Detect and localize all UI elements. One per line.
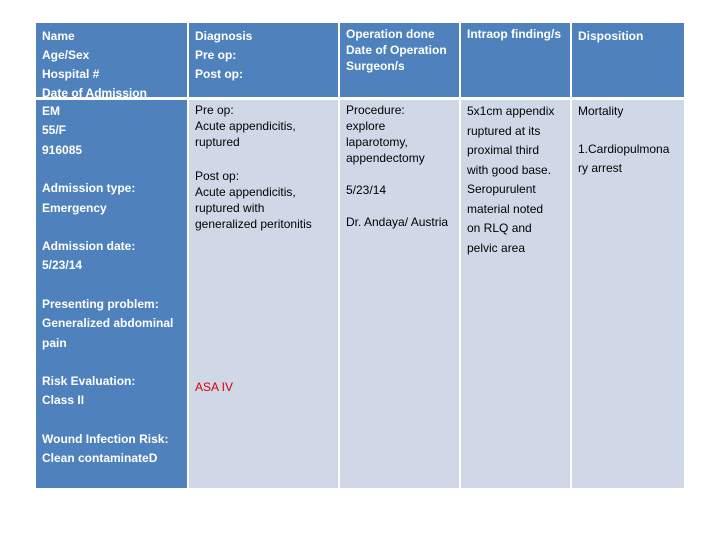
header-post-op: Post op:: [195, 67, 243, 81]
risk-evaluation-label: Risk Evaluation:: [42, 374, 136, 389]
header-date-of-admission: Date of Admission: [42, 86, 147, 100]
header-date-of-operation: Date of Operation: [346, 43, 447, 57]
procedure-line-2: laparotomy,: [346, 135, 408, 149]
patient-hospital-no: 916085: [42, 142, 83, 157]
finding-line: proximal third: [467, 143, 540, 157]
disposition-status: Mortality: [578, 104, 624, 118]
finding-line: with good base.: [467, 162, 552, 177]
admission-date-value: 5/23/14: [42, 258, 83, 273]
header-disposition-title: Disposition: [578, 29, 644, 43]
postop-diagnosis-2: ruptured with: [195, 201, 265, 215]
presenting-problem-value-1: Generalized abdominal: [42, 316, 174, 331]
preop-label: Pre op:: [195, 103, 234, 117]
diagnosis-cell: [189, 100, 340, 488]
risk-evaluation-value: Class II: [42, 393, 85, 408]
postop-label: Post op:: [195, 169, 240, 183]
admission-type-label: Admission type:: [42, 181, 136, 196]
finding-line: 5x1cm appendix: [467, 104, 555, 118]
spacer: [195, 150, 332, 168]
operation-date: 5/23/14: [346, 183, 387, 197]
disposition-cell: [572, 100, 684, 488]
spacer: [42, 276, 181, 295]
header-surgeons: Surgeon/s: [346, 59, 405, 73]
patient-info-cell: [36, 100, 189, 488]
header-pre-op: Pre op:: [195, 48, 237, 62]
header-diagnosis: [189, 23, 340, 100]
header-operation: [340, 23, 461, 100]
header-name: Name: [42, 29, 75, 43]
patient-name: EM: [42, 104, 60, 118]
presenting-problem-label: Presenting problem:: [42, 296, 159, 311]
cause-of-death-1: 1.Cardiopulmona: [578, 142, 670, 156]
procedure-line-3: appendectomy: [346, 151, 425, 165]
finding-line: on RLQ and: [467, 221, 532, 235]
finding-line: ruptured at its: [467, 123, 541, 138]
preop-diagnosis-1: Acute appendicitis,: [195, 119, 296, 133]
surgeons: Dr. Andaya/ Austria: [346, 215, 449, 229]
admission-type-value: Emergency: [42, 200, 107, 215]
spacer: [42, 160, 181, 179]
patient-age-sex: 55/F: [42, 123, 67, 138]
wound-infection-risk-label: Wound Infection Risk:: [42, 431, 169, 446]
header-diagnosis-title: Diagnosis: [195, 29, 253, 43]
intraop-findings-cell: [461, 100, 572, 488]
patient-summary-table: [36, 23, 684, 488]
asa-classification: ASA IV: [195, 380, 234, 394]
procedure-label: Procedure:: [346, 103, 405, 117]
spacer: [346, 166, 453, 182]
header-patient-info: [36, 23, 189, 100]
spacer: [42, 411, 181, 430]
header-operation-done: Operation done: [346, 27, 435, 41]
postop-diagnosis-1: Acute appendicitis,: [195, 185, 296, 199]
header-hospital-no: Hospital #: [42, 67, 100, 81]
operation-cell: [340, 100, 461, 488]
procedure-line-1: explore: [346, 119, 386, 133]
header-intraop-title: Intraop finding/s: [467, 27, 561, 41]
header-intraop-findings: [461, 23, 572, 100]
preop-diagnosis-2: ruptured: [195, 135, 240, 149]
wound-infection-risk-value: Clean contaminateD: [42, 451, 158, 466]
spacer: [42, 353, 181, 372]
postop-diagnosis-3: generalized peritonitis: [195, 217, 312, 231]
spacer: [346, 198, 453, 214]
finding-line: material noted: [467, 201, 544, 216]
spacer: [42, 218, 181, 237]
finding-line: pelvic area: [467, 240, 526, 255]
presenting-problem-value-2: pain: [42, 335, 67, 350]
spacer: [578, 121, 678, 140]
cause-of-death-2: ry arrest: [578, 161, 623, 175]
finding-line: Seropurulent: [467, 182, 536, 196]
spacer: [195, 232, 332, 379]
admission-date-label: Admission date:: [42, 239, 136, 254]
header-age-sex: Age/Sex: [42, 48, 90, 62]
header-disposition: [572, 23, 684, 100]
